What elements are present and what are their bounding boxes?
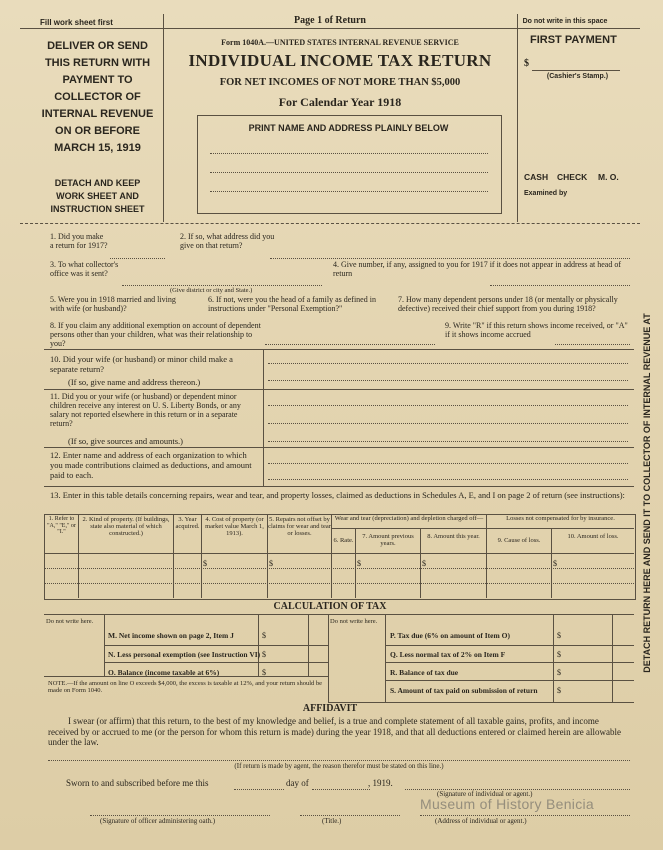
th-cause: 9. Cause of loss. [497, 537, 541, 544]
item-6: 6. If not, were you the head of a family as defined in instructions under "Personal Exemption?" [208, 295, 376, 313]
th-wear-tear: Wear and tear (depreciation) and depletion charged off— [334, 515, 484, 522]
calc-item-n: N. Less personal exemption (see Instruction VI) [108, 650, 261, 659]
p-dollar: $ [557, 631, 561, 640]
item-2: 2. If so, what address did you give on that return? [180, 232, 275, 250]
cashier-stamp-label: (Cashier's Stamp.) [546, 73, 609, 80]
o-dollar: $ [262, 668, 266, 677]
calc-item-q: Q. Less normal tax of 2% on Item F [390, 650, 506, 659]
item-10-note: (If so, give name and address thereon.) [68, 377, 201, 387]
sig-individual-label: (Signature of individual or agent.) [437, 790, 533, 798]
th-prev-years: 7. Amount previous years. [362, 533, 414, 547]
th-kind: 2. Kind of property. (If buildings, state also material of which constructed.) [82, 516, 170, 537]
calc-note: NOTE.—If the amount on line O exceeds $4,000, the excess is taxable at 12%, and your return should be made on Form 1040. [48, 680, 323, 694]
side-strip [640, 260, 654, 730]
th-cost: 4. Cost of property (or market value March 1, 1913). [205, 516, 264, 537]
loss-dollar: $ [553, 559, 557, 568]
calc-item-o: O. Balance (income taxable at 6%) [108, 668, 220, 677]
first-payment-label: FIRST PAYMENT [530, 34, 617, 46]
m-dollar: $ [262, 631, 266, 640]
year-label: , 1919. [368, 778, 393, 788]
cost-dollar: $ [203, 559, 207, 568]
th-rate: 6. Rate. [333, 537, 354, 544]
check-label: CHECK [557, 172, 588, 182]
item-13: 13. Enter in this table details concerning repairs, wear and tear, and property losses, claimed as deductions in Schedules A, E, and I on page 2 of return (see instructions): [50, 490, 625, 500]
form-subtitle: FOR NET INCOMES OF NOT MORE THAN $5,000 [219, 77, 461, 88]
day-of-label: day of [286, 778, 309, 788]
item-11-note: (If so, give sources and amounts.) [68, 436, 183, 446]
item-12: 12. Enter name and address of each organization to which you made contributions claimed as deductions, and amount paid to each. [50, 450, 252, 480]
th-amount-loss: 10. Amount of loss. [567, 533, 619, 540]
affidavit-title: AFFIDAVIT [302, 703, 358, 714]
calc-item-m: M. Net income shown on page 2, Item J [108, 631, 234, 640]
item-11: 11. Did you or your wife (or husband) or dependent minor children receive any interest on U. S. Liberty Bonds, or any salary not reported elsewhere in this return or in a separate return? [50, 392, 241, 428]
item-4: 4. Give number, if any, assigned to you for 1917 if it does not appear in address at head of return [333, 260, 621, 278]
item-3: 3. To what collector's office was it sent? [50, 260, 119, 278]
item-7: 7. How many dependent persons under 18 (or mentally or physically defective) received their chief support from you during 1918? [398, 295, 618, 313]
repairs-dollar: $ [269, 559, 273, 568]
calc-no-write-left: Do not write here. [46, 618, 94, 625]
sworn-label: Sworn to and subscribed before me this [66, 778, 209, 788]
item-8: 8. If you claim any additional exemption on account of dependent persons other than your children, what was their relationship to you? [50, 321, 261, 348]
s-dollar: $ [557, 686, 561, 695]
title-label: (Title.) [322, 817, 342, 825]
item-3-note: (Give district or city and State.) [170, 287, 253, 294]
affidavit-text: I swear (or affirm) that this return, to the best of my knowledge and belief, is a true and complete statement of all taxable gains, profits, and income received by or accrued to me (or the person for whom this return is made) during the year 1918, and that all deductions entered or claimed herein are allowable under the law. [48, 716, 622, 747]
deliver-instructions: DELIVER OR SEND THIS RETURN WITH PAYMENT TO COLLECTOR OF INTERNAL REVENUE ON OR BEFORE MARCH 15, 1919 [41, 40, 154, 154]
item-9: 9. Write "R" if this return shows income received, or "A" if it shows income accrued [445, 321, 628, 339]
r-dollar: $ [557, 668, 561, 677]
th-this-year: 8. Amount this year. [427, 533, 480, 540]
item-1: 1. Did you make a return for 1917? [50, 232, 108, 250]
calc-item-r: R. Balance of tax due [390, 668, 459, 677]
mo-label: M. O. [598, 172, 619, 182]
calc-title: CALCULATION OF TAX [273, 601, 387, 612]
calendar-year: For Calendar Year 1918 [278, 95, 402, 109]
agent-note: (If return is made by agent, the reason therefor must be stated on this line.) [234, 762, 444, 770]
cash-label: CASH [524, 172, 549, 182]
print-name-label: PRINT NAME AND ADDRESS PLAINLY BELOW [248, 123, 449, 133]
address-label: (Address of individual or agent.) [435, 817, 527, 825]
museum-watermark: Museum of History Benicia [420, 796, 595, 812]
q-dollar: $ [557, 650, 561, 659]
fill-worksheet-note: Fill work sheet first [40, 18, 113, 27]
this-year-dollar: $ [422, 559, 426, 568]
th-year: 3. Year acquired. [175, 516, 200, 530]
item-10: 10. Did your wife (or husband) or minor child make a separate return? [50, 354, 233, 374]
form-title: INDIVIDUAL INCOME TAX RETURN [188, 51, 492, 70]
calc-item-p: P. Tax due (6% on amount of Item O) [390, 631, 510, 640]
page-number: Page 1 of Return [294, 15, 366, 26]
detach-instructions: DETACH AND KEEP WORK SHEET AND INSTRUCTION SHEET [50, 178, 145, 214]
calc-item-s: S. Amount of tax paid on submission of return [390, 686, 538, 695]
detach-side-text: DETACH RETURN HERE AND SEND IT TO COLLECTOR OF INTERNAL REVENUE AT [642, 313, 652, 673]
item-5: 5. Were you in 1918 married and living with wife (or husband)? [50, 295, 176, 313]
payment-dollar: $ [524, 58, 529, 69]
th-refer: 1. Refer to "A," "E," or "I." [47, 516, 76, 535]
n-dollar: $ [262, 650, 266, 659]
prev-dollar: $ [357, 559, 361, 568]
do-not-write-label: Do not write in this space [522, 18, 608, 25]
sig-officer-label: (Signature of officer administering oath.) [100, 817, 216, 825]
th-losses: Losses not compensated for by insurance. [506, 515, 615, 522]
th-repairs: 5. Repairs not offset by claims for wear and tear or losses. [268, 516, 331, 537]
calc-no-write-right: Do not write here. [330, 618, 378, 625]
form-number: Form 1040A.—UNITED STATES INTERNAL REVENUE SERVICE [221, 38, 459, 47]
examined-by-label: Examined by [524, 190, 568, 197]
